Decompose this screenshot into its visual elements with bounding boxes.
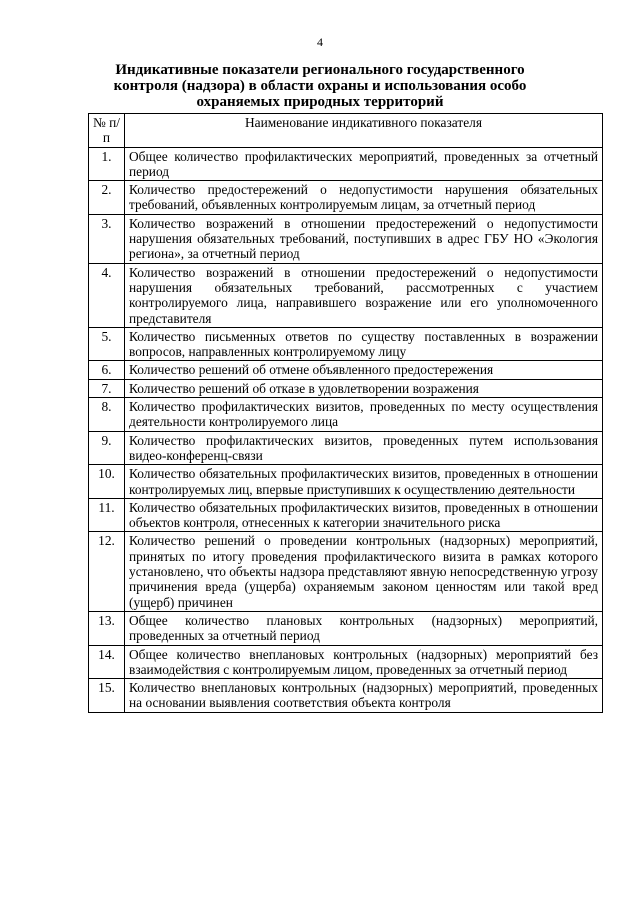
- indicator-name: Количество профилактических визитов, проведенных путем использования видео-конференц-связи: [125, 431, 603, 465]
- table-row: [89, 214, 603, 263]
- table-row: [89, 498, 603, 532]
- column-header-number: № п/п: [89, 114, 125, 148]
- row-number: 2.: [89, 181, 125, 215]
- table-row: [89, 327, 603, 361]
- indicators-table: [88, 113, 603, 713]
- table-row: [89, 263, 603, 327]
- indicator-name: Общее количество плановых контрольных (надзорных) мероприятий, проведенных за отчетный период: [125, 611, 603, 645]
- row-number: 14.: [89, 645, 125, 679]
- column-header-name: Наименование индикативного показателя: [125, 114, 603, 148]
- indicator-name: Количество обязательных профилактических визитов, проведенных в отношении контролируемых лиц, впервые приступивших к осуществлению деятельности: [125, 465, 603, 499]
- row-number: 8.: [89, 398, 125, 432]
- indicator-name: Количество решений о проведении контрольных (надзорных) мероприятий, принятых по итогу проведения профилактического визита в рамках которого установлено, что объекты надзора представляют явную непосредственную угрозу причинения вреда (ущерба) охраняемым законом ценностям или такой вред (ущерб) причинен: [125, 532, 603, 611]
- indicator-name: Количество решений об отмене объявленного предостережения: [125, 361, 603, 379]
- indicator-name: Количество обязательных профилактических визитов, проведенных в отношении объектов контроля, отнесенных к категории значительного риска: [125, 498, 603, 532]
- table-header-row: [89, 114, 603, 148]
- indicator-name: Количество предостережений о недопустимости нарушения обязательных требований, объявленных контролируемым лицам, за отчетный период: [125, 181, 603, 215]
- row-number: 10.: [89, 465, 125, 499]
- table-row: [89, 645, 603, 679]
- row-number: 9.: [89, 431, 125, 465]
- indicator-name: Общее количество профилактических мероприятий, проведенных за отчетный период: [125, 147, 603, 181]
- table-row: [89, 679, 603, 713]
- row-number: 1.: [89, 147, 125, 181]
- table-row: [89, 465, 603, 499]
- table-row: [89, 181, 603, 215]
- table-row: [89, 611, 603, 645]
- row-number: 13.: [89, 611, 125, 645]
- row-number: 5.: [89, 327, 125, 361]
- page-number: 4: [317, 35, 323, 49]
- row-number: 7.: [89, 379, 125, 397]
- table-row: [89, 379, 603, 397]
- indicator-name: Количество возражений в отношении предостережений о недопустимости нарушения обязательных требований, поступивших в адрес ГБУ НО «Экология региона», за отчетный период: [125, 214, 603, 263]
- row-number: 12.: [89, 532, 125, 611]
- table-row: [89, 431, 603, 465]
- row-number: 11.: [89, 498, 125, 532]
- indicator-name: Количество внеплановых контрольных (надзорных) мероприятий, проведенных на основании выявления соответствия объекта контроля: [125, 679, 603, 713]
- table-row: [89, 532, 603, 611]
- row-number: 4.: [89, 263, 125, 327]
- table-row: [89, 361, 603, 379]
- indicator-name: Общее количество внеплановых контрольных (надзорных) мероприятий без взаимодействия с контролируемым лицом, проведенных за отчетный период: [125, 645, 603, 679]
- indicator-name: Количество решений об отказе в удовлетворении возражения: [125, 379, 603, 397]
- row-number: 6.: [89, 361, 125, 379]
- indicator-name: Количество профилактических визитов, проведенных по месту осуществления деятельности контролируемого лица: [125, 398, 603, 432]
- table-row: [89, 398, 603, 432]
- table-row: [89, 147, 603, 181]
- document-title: Индикативные показатели регионального государственного контроля (надзора) в области охраны и использования особо охраняемых природных территорий: [113, 62, 527, 110]
- indicator-name: Количество письменных ответов по существу поставленных в возражении вопросов, направленных контролируемому лицу: [125, 327, 603, 361]
- row-number: 15.: [89, 679, 125, 713]
- row-number: 3.: [89, 214, 125, 263]
- indicator-name: Количество возражений в отношении предостережений о недопустимости нарушения обязательных требований, рассмотренных с участием контролируемого лица, направившего возражение или его уполномоченного представителя: [125, 263, 603, 327]
